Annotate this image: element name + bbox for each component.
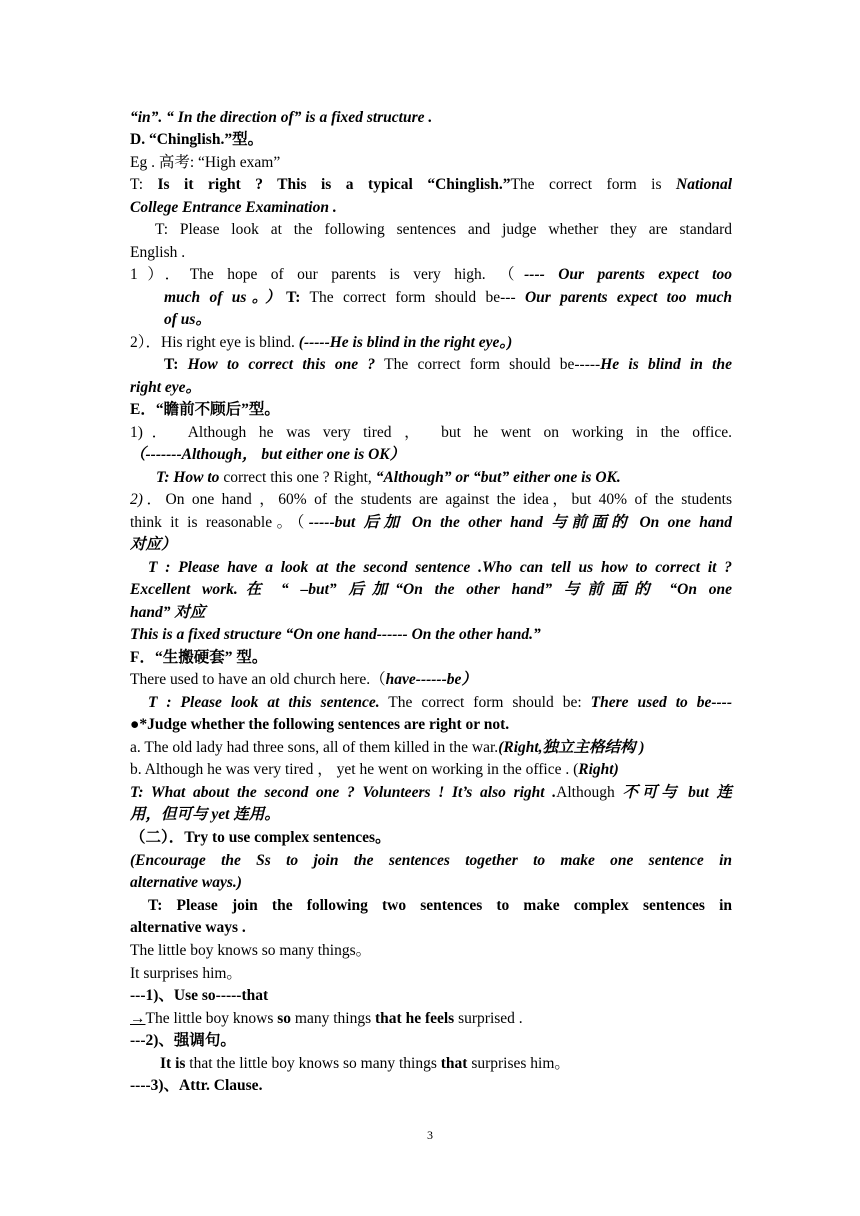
text-run: (Right,独立主格结构 ) <box>498 739 645 756</box>
text-line <box>130 669 732 692</box>
text-run: b. Although he was very tired ， yet he went on working in the office . ( <box>130 761 579 778</box>
text-run: The correct form should be--- <box>300 289 525 306</box>
text-run: It is <box>160 1055 186 1072</box>
text-line <box>130 917 732 940</box>
text-run: ---- Our parents expect too <box>524 266 732 283</box>
text-run: The little boy knows so many things。 <box>130 942 372 959</box>
text-run: “in”. “ In the direction of” is a fixed structure . <box>130 109 433 126</box>
text-line <box>130 129 732 152</box>
text-run: The correct form should be----- <box>375 356 601 373</box>
text-run: College Entrance Examination . <box>130 199 337 216</box>
text-run: E．“瞻前不顾后”型。 <box>130 401 280 418</box>
text-run: “Although” or “but” either one is OK. <box>375 469 621 486</box>
text-run: 用，但可与 yet 连用。 <box>130 806 280 823</box>
text-run: (-----He is blind in the right eye。) <box>298 334 513 351</box>
text-run: The correct form should be: <box>379 694 591 711</box>
text-run: How to correct this one ? <box>187 356 376 373</box>
text-line <box>148 895 732 918</box>
text-run: （二）．Try to use complex sentences。 <box>130 829 391 846</box>
text-run: The little boy knows <box>145 1010 278 1027</box>
text-line <box>130 1075 732 1098</box>
text-line <box>164 287 732 310</box>
text-run: alternative ways . <box>130 919 246 936</box>
text-run: right eye。 <box>130 379 202 396</box>
text-line <box>130 804 732 827</box>
text-run: T: Please join the following two sentences to make complex sentences in <box>148 897 732 914</box>
text-run: ---1)、Use so-----that <box>130 987 269 1004</box>
text-run: T : Please look at this sentence. <box>148 694 380 711</box>
text-run: ----3)、Attr. Clause. <box>130 1077 263 1094</box>
page-number: 3 <box>427 1128 433 1142</box>
text-run: Our parents expect too much <box>524 289 732 306</box>
text-line <box>130 759 732 782</box>
text-line <box>130 1008 732 1031</box>
text-line <box>130 850 732 873</box>
text-run: many things <box>291 1010 376 1027</box>
text-run: The correct form is <box>510 176 677 193</box>
text-run: National <box>676 176 732 193</box>
text-line <box>130 1030 732 1053</box>
text-line <box>130 872 732 895</box>
text-line <box>130 782 732 805</box>
text-run: Is it right ? This is a typical “Chinglish.” <box>157 176 511 193</box>
text-run: 1)． Although he was very tired ， but he went on working in the office. <box>130 424 732 441</box>
text-run: 2）．His right eye is blind. <box>130 334 299 351</box>
text-line <box>130 399 732 422</box>
text-line <box>130 647 732 670</box>
text-run: 对应） <box>130 536 177 553</box>
text-run: correct this one ? Right, <box>219 469 376 486</box>
text-run: D. “Chinglish.”型。 <box>130 131 264 148</box>
text-run: much of us。） <box>164 289 287 306</box>
text-run: alternative ways.) <box>130 874 242 891</box>
text-line <box>130 377 732 400</box>
text-line <box>130 152 732 175</box>
text-line <box>130 332 732 355</box>
text-run: T: <box>130 176 158 193</box>
text-line <box>156 467 732 490</box>
text-line <box>130 624 732 647</box>
text-line <box>130 174 732 197</box>
text-line <box>130 940 732 963</box>
text-line <box>160 1053 732 1076</box>
text-line <box>164 354 732 377</box>
text-run: ●*Judge whether the following sentences are right or not. <box>130 716 510 733</box>
text-line <box>130 422 732 445</box>
text-line <box>130 714 732 737</box>
text-line <box>130 444 732 467</box>
text-run: that the little boy knows so many things <box>185 1055 441 1072</box>
text-run: Eg . 高考: “High exam” <box>130 154 281 171</box>
text-run: English . <box>130 244 186 261</box>
text-run: Although <box>556 784 623 801</box>
text-run: surprised . <box>454 1010 523 1027</box>
text-line <box>148 557 732 580</box>
text-run: He is blind in the <box>600 356 732 373</box>
text-line <box>130 827 732 850</box>
text-line <box>130 489 732 512</box>
text-line <box>130 602 732 625</box>
text-line <box>130 264 732 287</box>
text-line <box>155 219 732 242</box>
text-run: Excellent work.在 “ –but” 后加“On the other hand” 与前面的 “On one <box>130 581 732 598</box>
text-run: T : Please have a look at the second sentence .Who can tell us how to correct it ? <box>148 559 732 576</box>
text-line <box>130 197 732 220</box>
text-run: （-------Although， but either one is OK） <box>130 446 406 463</box>
text-run: 不可与 but 连 <box>622 784 732 801</box>
text-run: hand” 对应 <box>130 604 206 621</box>
text-line <box>130 242 732 265</box>
text-line <box>130 107 732 130</box>
text-run: T: Please look at the following sentences and judge whether they are standard <box>155 221 732 238</box>
text-run: There used to have an old church here.（ <box>130 671 386 688</box>
text-line <box>164 309 732 332</box>
text-run: surprises him。 <box>467 1055 570 1072</box>
text-run: that <box>440 1055 468 1072</box>
text-run: T: <box>164 356 188 373</box>
text-run: of us。 <box>164 311 211 328</box>
text-run: There used to be---- <box>590 694 732 711</box>
text-run: -----but 后加 On the other hand 与前面的 On one hand <box>308 514 732 531</box>
text-run: Right) <box>578 761 619 778</box>
text-run: ．On one hand ，60% of the students are against the idea，but 40% of the students <box>142 491 732 508</box>
text-line <box>130 985 732 1008</box>
text-run: 1）．The hope of our parents is very high. （ <box>130 266 525 283</box>
text-line <box>130 579 732 602</box>
text-run: have------be） <box>385 671 477 688</box>
text-line <box>130 534 732 557</box>
text-run: ---2)、强调句。 <box>130 1032 236 1049</box>
text-run: think it is reasonable。（ <box>130 514 309 531</box>
text-run: T: <box>286 289 301 306</box>
text-line <box>130 512 732 535</box>
text-line <box>130 737 732 760</box>
text-run: T: What about the second one ? Volunteers ! It’s also right . <box>130 784 557 801</box>
text-run: This is a fixed structure “On one hand------ On the other hand.” <box>130 626 541 643</box>
text-run: a. The old lady had three sons, all of them killed in the war. <box>130 739 499 756</box>
text-run: → <box>130 1010 146 1027</box>
text-run: It surprises him。 <box>130 965 242 982</box>
text-run: F．“生搬硬套” 型。 <box>130 649 268 666</box>
text-run: T: How to <box>156 469 220 486</box>
text-run: 2) <box>130 491 143 508</box>
text-run: so <box>277 1010 292 1027</box>
text-line <box>148 692 732 715</box>
text-run: (Encourage the Ss to join the sentences together to make one sentence in <box>130 852 732 869</box>
text-line <box>130 963 732 986</box>
text-run: that he feels <box>375 1010 455 1027</box>
